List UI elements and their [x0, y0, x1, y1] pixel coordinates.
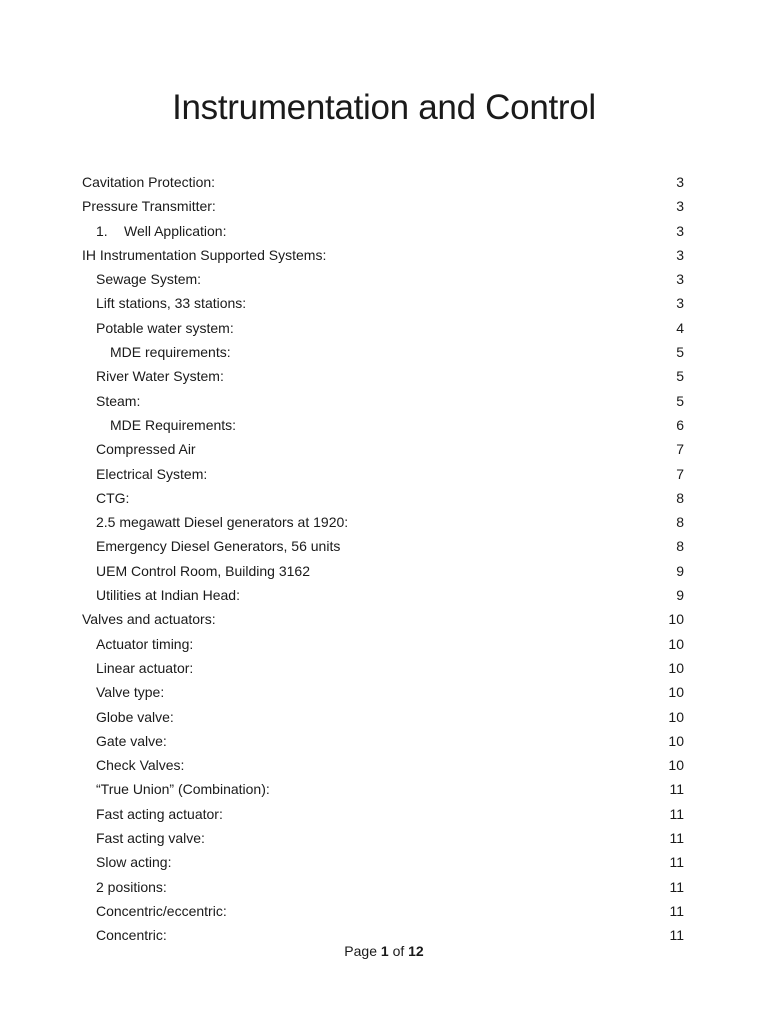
- toc-entry-label: Compressed Air: [96, 441, 196, 458]
- toc-entry-page: 11: [669, 830, 684, 847]
- toc-entry[interactable]: [82, 559, 684, 583]
- toc-entry-page: 10: [668, 635, 684, 652]
- toc-entry-page: 10: [668, 659, 684, 676]
- toc-entry-label: Electrical System:: [96, 465, 208, 482]
- toc-entry-label: Pressure Transmitter:: [82, 198, 216, 215]
- toc-entry-page: 10: [668, 611, 684, 628]
- toc-entry-label: Fast acting actuator:: [96, 805, 223, 822]
- toc-entry-page: 5: [676, 368, 684, 385]
- toc-entry-page: 11: [669, 805, 684, 822]
- toc-entry[interactable]: [82, 826, 684, 850]
- toc-entry-label: CTG:: [96, 489, 130, 506]
- toc-entry-page: 7: [676, 441, 684, 458]
- toc-entry-page: 3: [676, 222, 684, 239]
- toc-entry[interactable]: [82, 437, 684, 461]
- footer-of: of: [392, 943, 405, 959]
- toc-entry-label: MDE Requirements:: [110, 416, 237, 433]
- toc-entry[interactable]: [82, 534, 684, 558]
- toc-entry[interactable]: [82, 413, 684, 437]
- toc-entry-page: 3: [676, 198, 684, 215]
- toc-entry[interactable]: [82, 243, 684, 267]
- toc-entry-label: Actuator timing:: [96, 635, 194, 652]
- toc-entry[interactable]: [82, 194, 684, 218]
- current-page: 1: [380, 943, 389, 959]
- total-pages: 12: [408, 943, 424, 959]
- toc-entry[interactable]: [82, 777, 684, 801]
- toc-entry[interactable]: [82, 219, 684, 243]
- toc-entry[interactable]: [82, 607, 684, 631]
- toc-entry[interactable]: [82, 850, 684, 874]
- toc-entry-page: 9: [676, 562, 684, 579]
- toc-entry-page: 11: [669, 878, 684, 895]
- toc-entry-label: 2 positions:: [96, 878, 167, 895]
- toc-entry-label: Valves and actuators:: [82, 611, 216, 628]
- toc-entry-label: 2.5 megawatt Diesel generators at 1920:: [96, 514, 349, 531]
- toc-entry[interactable]: [82, 316, 684, 340]
- toc-entry[interactable]: [82, 389, 684, 413]
- toc-entry[interactable]: [82, 753, 684, 777]
- toc-entry[interactable]: [82, 680, 684, 704]
- toc-entry[interactable]: [82, 291, 684, 315]
- toc-entry-number: 1.: [96, 222, 108, 239]
- toc-entry[interactable]: [82, 632, 684, 656]
- toc-entry-page: 10: [668, 757, 684, 774]
- document-title: Instrumentation and Control: [172, 88, 596, 127]
- toc-entry[interactable]: [82, 875, 684, 899]
- toc-entry[interactable]: [82, 364, 684, 388]
- toc-entry-label: River Water System:: [96, 368, 224, 385]
- toc-entry-label: Gate valve:: [96, 732, 167, 749]
- toc-entry-label: Sewage System:: [96, 271, 202, 288]
- toc-entry[interactable]: [82, 462, 684, 486]
- toc-entry-label: Slow acting:: [96, 854, 172, 871]
- toc-entry-page: 7: [676, 465, 684, 482]
- toc-entry[interactable]: [82, 170, 684, 194]
- toc-entry[interactable]: [82, 267, 684, 291]
- toc-entry[interactable]: [82, 486, 684, 510]
- toc-entry-label: Steam:: [96, 392, 141, 409]
- toc-entry-label: Utilities at Indian Head:: [96, 587, 240, 604]
- toc-entry-page: 3: [676, 174, 684, 190]
- toc-entry-page: 3: [676, 271, 684, 288]
- toc-entry[interactable]: [82, 510, 684, 534]
- toc-entry-label: Emergency Diesel Generators, 56 units: [96, 538, 341, 555]
- toc-entry-label: Globe valve:: [96, 708, 174, 725]
- footer-prefix: Page: [344, 943, 377, 959]
- toc-entry-page: 10: [668, 732, 684, 749]
- toc-entry-page: 11: [669, 927, 684, 944]
- toc-entry-label: Potable water system:: [96, 319, 234, 336]
- table-of-contents: [82, 170, 684, 948]
- toc-entry-label: Well Application:: [124, 222, 227, 239]
- toc-entry-label: MDE requirements:: [110, 344, 231, 361]
- toc-entry-label: Lift stations, 33 stations:: [96, 295, 247, 312]
- toc-entry-page: 10: [668, 684, 684, 701]
- toc-entry[interactable]: [82, 583, 684, 607]
- toc-entry[interactable]: [82, 802, 684, 826]
- toc-entry-label: Valve type:: [96, 684, 165, 701]
- toc-entry-page: 8: [676, 538, 684, 555]
- toc-entry[interactable]: [82, 899, 684, 923]
- toc-entry-page: 10: [668, 708, 684, 725]
- toc-entry[interactable]: [82, 656, 684, 680]
- toc-entry[interactable]: [82, 340, 684, 364]
- toc-entry[interactable]: [82, 705, 684, 729]
- toc-entry-label: Cavitation Protection:: [82, 174, 216, 190]
- toc-entry-page: 5: [676, 392, 684, 409]
- toc-entry-label: IH Instrumentation Supported Systems:: [82, 246, 327, 263]
- page-footer: [0, 943, 768, 959]
- toc-entry-label: UEM Control Room, Building 3162: [96, 562, 310, 579]
- toc-entry-page: 6: [676, 416, 684, 433]
- toc-entry-page: 3: [676, 295, 684, 312]
- toc-entry-page: 9: [676, 587, 684, 604]
- toc-entry-page: 3: [676, 246, 684, 263]
- toc-entry-page: 4: [676, 319, 684, 336]
- toc-entry-label: Linear actuator:: [96, 659, 194, 676]
- toc-entry-page: 5: [676, 344, 684, 361]
- toc-entry[interactable]: [82, 729, 684, 753]
- toc-entry-label: Concentric/eccentric:: [96, 902, 227, 919]
- toc-entry-page: 8: [676, 489, 684, 506]
- toc-entry-label: Fast acting valve:: [96, 830, 205, 847]
- toc-entry-page: 11: [669, 854, 684, 871]
- toc-entry-page: 11: [669, 902, 684, 919]
- toc-entry-page: 8: [676, 514, 684, 531]
- toc-entry-page: 11: [669, 781, 684, 798]
- toc-entry-label: Concentric:: [96, 927, 167, 944]
- toc-entry-label: “True Union” (Combination):: [96, 781, 270, 798]
- toc-entry-label: Check Valves:: [96, 757, 185, 774]
